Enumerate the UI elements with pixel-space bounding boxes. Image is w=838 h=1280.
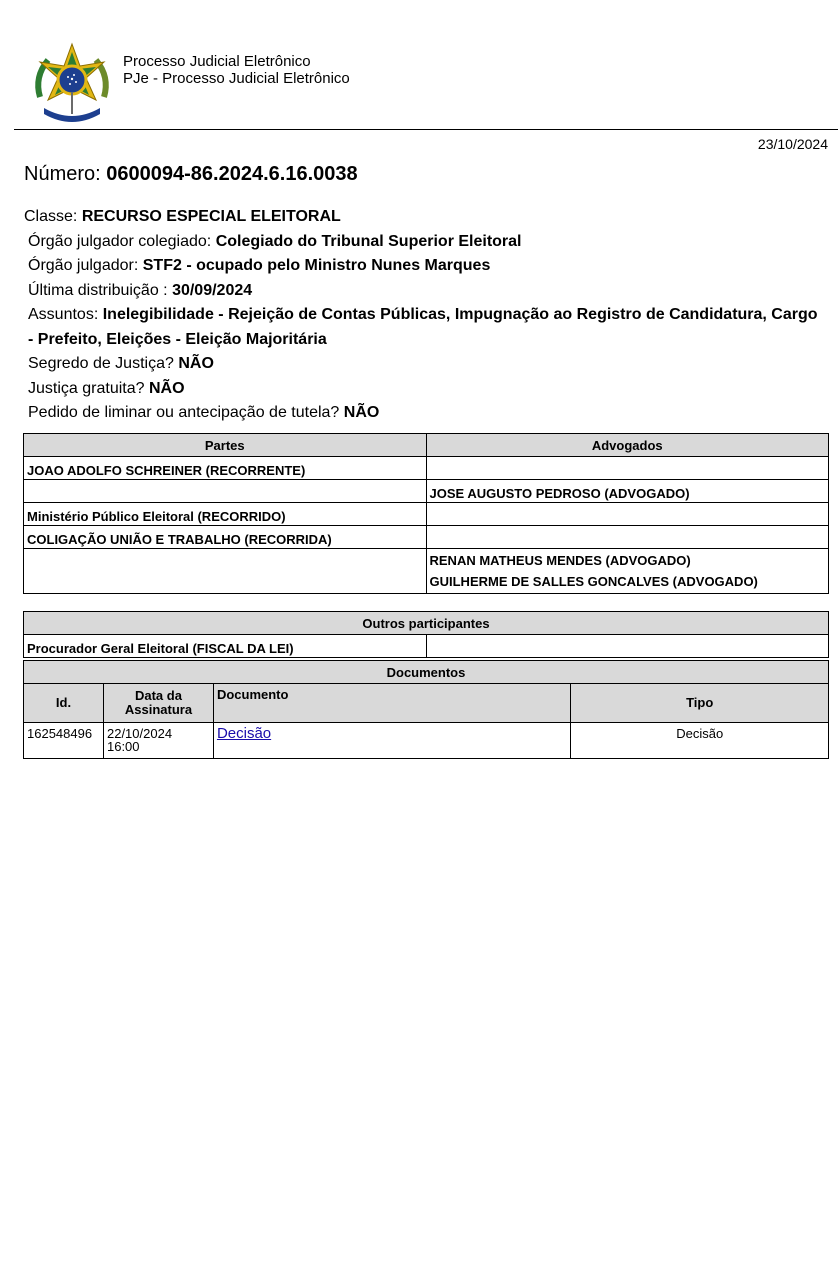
parte-cell: JOAO ADOLFO SCHREINER (RECORRENTE) [24,457,427,480]
doc-data-value: 22/10/2024 16:00 [106,726,173,754]
documentos-columns-row [24,684,829,723]
process-number [24,163,358,186]
meta-orgao-label: Órgão julgador: [28,257,139,274]
meta-gratuita [24,377,824,402]
documentos-table [23,660,829,759]
advogados-header: Advogados [426,434,829,457]
table-row [24,526,829,549]
partes-header-row [24,434,829,457]
advogado-cell [426,549,829,594]
header-divider [14,129,838,130]
meta-orgao-colegiado-value: Colegiado do Tribunal Superior Eleitoral [215,232,522,250]
meta-liminar-label: Pedido de liminar ou antecipação de tutela? [28,404,340,421]
meta-orgao-colegiado-label: Órgão julgador colegiado: [28,232,212,250]
header-line-1: Processo Judicial Eletrônico [123,53,311,70]
meta-distribuicao-value: 30/09/2024 [172,281,253,299]
process-metadata [24,205,824,426]
meta-gratuita-value: NÃO [148,379,185,397]
table-row [24,723,829,759]
col-tipo: Tipo [571,684,829,723]
meta-orgao [24,254,824,279]
meta-segredo-label: Segredo de Justiça? [28,355,174,372]
parte-cell [24,549,427,594]
doc-id: 162548496 [24,723,104,759]
meta-classe [24,205,824,230]
advogado-cell [426,457,829,480]
advogado-cell: JOSE AUGUSTO PEDROSO (ADVOGADO) [426,480,829,503]
documentos-header: Documentos [24,661,829,684]
table-row [24,457,829,480]
doc-tipo: Decisão [571,723,829,759]
doc-data [103,723,213,759]
outros-header-row [24,612,829,635]
col-documento: Documento [213,684,570,723]
meta-segredo-value: NÃO [178,355,214,372]
partes-table [23,433,829,594]
table-row [24,503,829,526]
meta-classe-label: Classe: [24,208,78,225]
meta-assuntos-value: Inelegibilidade - Rejeição de Contas Públicas, Impugnação ao Registro de Candidatura, Cargo - Prefeito, Eleições - Eleição Majoritária [28,306,818,348]
meta-orgao-value: STF2 - ocupado pelo Ministro Nunes Marques [142,257,491,274]
process-number-value: 0600094-86.2024.6.16.0038 [106,163,358,185]
doc-documento [213,723,570,759]
col-id: Id. [24,684,104,723]
meta-liminar [24,401,824,426]
meta-distribuicao-label: Última distribuição : [28,281,168,299]
header-text [123,53,350,87]
outros-participantes-table [23,611,829,658]
table-row [24,635,829,658]
header-line-2: PJe - Processo Judicial Eletrônico [123,70,350,87]
documentos-title-row [24,661,829,684]
participante-cell: Procurador Geral Eleitoral (FISCAL DA LEI) [24,635,427,658]
meta-orgao-colegiado [24,230,824,255]
table-row [24,480,829,503]
parte-cell: COLIGAÇÃO UNIÃO E TRABALHO (RECORRIDA) [24,526,427,549]
outros-header: Outros participantes [24,612,829,635]
meta-segredo [24,352,824,377]
meta-distribuicao [24,279,824,304]
advogado-cell [426,503,829,526]
meta-liminar-value: NÃO [343,404,380,421]
parte-cell [24,480,427,503]
participante-extra-cell [426,635,828,658]
process-number-label: Número: [24,163,101,185]
table-row [24,549,829,594]
meta-assuntos-label: Assuntos: [28,306,99,323]
advogado-name: RENAN MATHEUS MENDES (ADVOGADO) [429,553,691,568]
page-header [0,0,838,131]
meta-gratuita-label: Justiça gratuita? [28,379,145,397]
document-date: 23/10/2024 [757,136,828,152]
advogado-name: GUILHERME DE SALLES GONCALVES (ADVOGADO) [429,574,758,589]
meta-classe-value: RECURSO ESPECIAL ELEITORAL [81,208,341,225]
meta-assuntos [24,303,824,352]
advogado-cell [426,526,829,549]
col-data: Data da Assinatura [103,684,213,723]
brazil-coat-of-arms-icon [30,42,114,126]
parte-cell: Ministério Público Eleitoral (RECORRIDO) [24,503,427,526]
partes-header: Partes [24,434,427,457]
documento-link[interactable]: Decisão [216,725,272,742]
